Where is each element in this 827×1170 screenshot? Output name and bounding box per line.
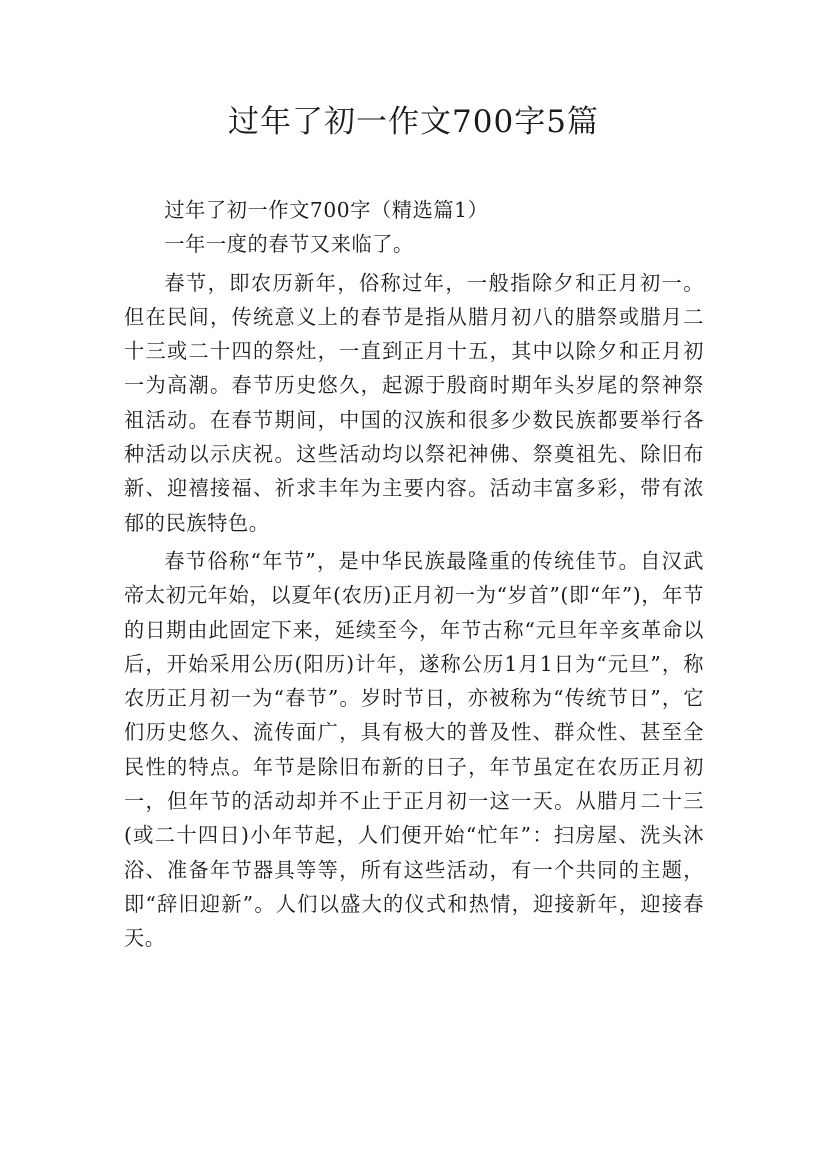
paragraph-2: 春节，即农历新年，俗称过年，一般指除夕和正月初一。但在民间，传统意义上的春节是指从腊月初八的腊祭或腊月二十三或二十四的祭灶，一直到正月十五，其中以除夕和正月初一为高潮。春节历史悠久，起源于殷商时期年头岁尾的祭神祭祖活动。在春节期间，中国的汉族和很多少数民族都要举行各种活动以示庆祝。这些活动均以祭祀神佛、祭奠祖先、除旧布新、迎禧接福、祈求丰年为主要内容。活动丰富多彩，带有浓郁的民族特色。	[124, 270, 704, 535]
paragraph-1: 一年一度的春节又来临了。	[164, 232, 414, 257]
document-title: 过年了初一作文700字5篇	[228, 104, 599, 140]
paragraph-3: 春节俗称“年节”，是中华民族最隆重的传统佳节。自汉武帝太初元年始，以夏年(农历)正月初一为“岁首”(即“年”)，年节的日期由此固定下来，延续至今，年节古称“元旦年辛亥革命以后，开始采用公历(阳历)计年，遂称公历1月1日为“元旦”，称农历正月初一为“春节”。岁时节日，亦被称为“传统节日”，它们历史悠久、流传面广，具有极大的普及性、群众性、甚至全民性的特点。年节是除旧布新的日子，年节虽定在农历正月初一，但年节的活动却并不止于正月初一这一天。从腊月二十三(或二十四日)小年节起，人们便开始“忙年”：扫房屋、洗头沐浴、准备年节器具等等，所有这些活动，有一个共同的主题，即“辞旧迎新”。人们以盛大的仪式和热情，迎接新年，迎接春天。	[124, 548, 704, 951]
document-body	[124, 193, 704, 956]
section-heading: 过年了初一作文700字（精选篇1）	[164, 198, 489, 222]
